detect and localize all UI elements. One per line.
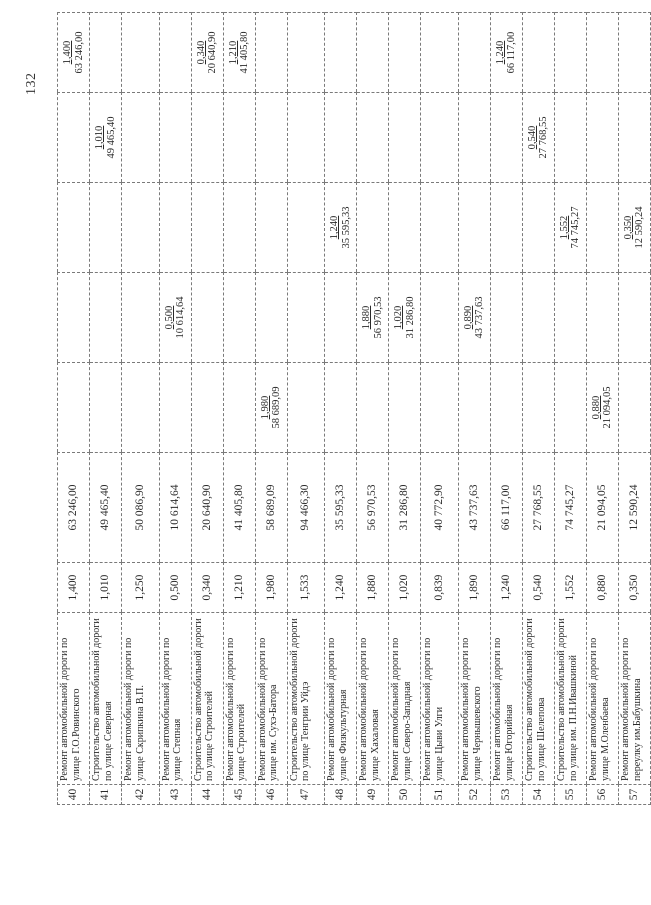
table-row <box>255 13 287 805</box>
table-row <box>58 13 90 805</box>
roads-table <box>57 12 651 805</box>
year-length: 1,210 <box>227 40 239 65</box>
table-row <box>287 13 325 805</box>
road-length: 1,240 <box>325 563 357 613</box>
year-cell <box>458 273 490 363</box>
year-cell <box>490 13 522 93</box>
row-number: 47 <box>287 785 325 805</box>
year-cell <box>586 13 618 93</box>
year-cell <box>287 13 325 93</box>
year-sum: 74 745,27 <box>570 206 582 249</box>
year-length: 0,350 <box>622 215 634 240</box>
road-length: 0,350 <box>618 563 650 613</box>
year-length: 0,890 <box>462 305 474 330</box>
year-cell <box>325 183 357 273</box>
year-length: 1,552 <box>558 215 570 240</box>
year-cell <box>554 93 586 183</box>
year-length: 1,240 <box>329 215 341 240</box>
year-sum: 41 405,80 <box>239 31 251 74</box>
year-cell <box>255 363 287 453</box>
year-cell <box>90 13 122 93</box>
table-row <box>159 13 191 805</box>
row-number: 45 <box>223 785 255 805</box>
table-row <box>421 13 459 805</box>
total-cost: 10 614,64 <box>159 453 191 563</box>
road-name: Ремонт автомобильной дороги по улице Степная <box>159 613 191 785</box>
year-cell <box>255 93 287 183</box>
total-cost: 74 745,27 <box>554 453 586 563</box>
total-cost: 20 640,90 <box>191 453 223 563</box>
road-length: 1,240 <box>490 563 522 613</box>
year-length: 0,340 <box>195 40 207 65</box>
year-cell <box>618 13 650 93</box>
year-cell <box>554 363 586 453</box>
year-length: 1,240 <box>494 40 506 65</box>
year-cell <box>490 363 522 453</box>
year-cell <box>287 183 325 273</box>
total-cost: 58 689,09 <box>255 453 287 563</box>
year-cell <box>554 273 586 363</box>
year-cell <box>122 363 160 453</box>
year-cell <box>191 183 223 273</box>
row-number: 53 <box>490 785 522 805</box>
year-cell <box>458 363 490 453</box>
road-name: Ремонт автомобильной дороги по улице им. Сухэ-Батора <box>255 613 287 785</box>
year-cell <box>122 93 160 183</box>
year-cell <box>90 183 122 273</box>
year-cell <box>490 183 522 273</box>
year-cell <box>325 363 357 453</box>
year-cell <box>357 183 389 273</box>
year-cell <box>255 273 287 363</box>
road-name: Ремонт автомобильной дороги по улице Строителей <box>223 613 255 785</box>
year-length: 0,880 <box>590 395 602 420</box>
total-cost: 94 466,30 <box>287 453 325 563</box>
year-cell <box>586 363 618 453</box>
road-length: 0,540 <box>522 563 554 613</box>
year-cell <box>421 273 459 363</box>
year-cell <box>223 183 255 273</box>
road-length: 0,500 <box>159 563 191 613</box>
road-length: 1,980 <box>255 563 287 613</box>
year-cell <box>122 183 160 273</box>
year-cell <box>522 13 554 93</box>
year-cell <box>58 183 90 273</box>
total-cost: 66 117,00 <box>490 453 522 563</box>
road-length: 0,880 <box>586 563 618 613</box>
year-length: 1,020 <box>393 305 405 330</box>
total-cost: 12 590,24 <box>618 453 650 563</box>
year-sum: 43 737,63 <box>474 296 486 339</box>
year-sum: 66 117,00 <box>506 31 518 74</box>
road-name: Ремонт автомобильной дороги по улице Югорийная <box>490 613 522 785</box>
year-cell <box>58 363 90 453</box>
road-name: Ремонт автомобильной дороги по улице Скрипкина В.П. <box>122 613 160 785</box>
row-number: 46 <box>255 785 287 805</box>
year-length: 1,010 <box>93 125 105 150</box>
year-cell <box>586 93 618 183</box>
road-name: Ремонт автомобильной дороги по улице Г.О.Ровинского <box>58 613 90 785</box>
year-cell <box>287 273 325 363</box>
year-cell <box>357 13 389 93</box>
table-row <box>522 13 554 805</box>
total-cost: 27 768,55 <box>522 453 554 563</box>
year-sum: 12 590,24 <box>634 206 646 249</box>
row-number: 49 <box>357 785 389 805</box>
year-cell <box>223 363 255 453</box>
year-cell <box>191 363 223 453</box>
year-length: 0,540 <box>526 125 538 150</box>
year-cell <box>357 273 389 363</box>
road-name: Ремонт автомобильной дороги по переулку им.Бабушкина <box>618 613 650 785</box>
road-length: 1,890 <box>458 563 490 613</box>
year-cell <box>159 13 191 93</box>
road-length: 1,020 <box>389 563 421 613</box>
table-row <box>618 13 650 805</box>
year-cell <box>325 13 357 93</box>
row-number: 48 <box>325 785 357 805</box>
road-name: Ремонт автомобильной дороги по улице Северо-Западная <box>389 613 421 785</box>
row-number: 41 <box>90 785 122 805</box>
year-cell <box>458 13 490 93</box>
road-name: Ремонт автомобильной дороги по улице М.Оленбаева <box>586 613 618 785</box>
year-length: 1,880 <box>361 305 373 330</box>
table-row <box>122 13 160 805</box>
year-length: 1,400 <box>61 40 73 65</box>
year-sum: 31 286,80 <box>404 296 416 339</box>
year-cell <box>389 13 421 93</box>
year-cell <box>159 93 191 183</box>
year-cell <box>357 93 389 183</box>
road-name: Ремонт автомобильной дороги по улице Хахаловая <box>357 613 389 785</box>
road-name: Строительство автомобильной дороги по улице Северная <box>90 613 122 785</box>
year-cell <box>522 273 554 363</box>
year-cell <box>58 13 90 93</box>
table-row <box>223 13 255 805</box>
year-cell <box>554 13 586 93</box>
row-number: 40 <box>58 785 90 805</box>
year-cell <box>223 13 255 93</box>
year-cell <box>357 363 389 453</box>
row-number: 51 <box>421 785 459 805</box>
table-row <box>325 13 357 805</box>
year-sum: 27 768,55 <box>538 116 550 159</box>
table-row <box>90 13 122 805</box>
year-sum: 58 689,09 <box>271 386 283 429</box>
year-cell <box>389 183 421 273</box>
road-name: Ремонт автомобильной дороги по улице Физкультурная <box>325 613 357 785</box>
year-cell <box>586 183 618 273</box>
year-sum: 35 595,33 <box>340 206 352 249</box>
table-row <box>490 13 522 805</box>
year-cell <box>159 363 191 453</box>
road-name: Строительство автомобильной дороги по улице Тенгрии Уйдэ <box>287 613 325 785</box>
year-cell <box>58 273 90 363</box>
year-cell <box>421 13 459 93</box>
year-cell <box>421 363 459 453</box>
road-name: Ремонт автомобильной дороги по улице Чернышевского <box>458 613 490 785</box>
year-cell <box>389 93 421 183</box>
road-length: 1,880 <box>357 563 389 613</box>
year-length: 1,980 <box>259 395 271 420</box>
year-cell <box>389 363 421 453</box>
year-cell <box>90 93 122 183</box>
year-cell <box>223 273 255 363</box>
road-length: 1,210 <box>223 563 255 613</box>
road-name: Ремонт автомобильной дороги по улице Цыви Улги <box>421 613 459 785</box>
year-cell <box>458 93 490 183</box>
table-row <box>586 13 618 805</box>
total-cost: 50 086,90 <box>122 453 160 563</box>
year-cell <box>191 273 223 363</box>
year-cell <box>618 93 650 183</box>
year-cell <box>421 183 459 273</box>
year-cell <box>223 93 255 183</box>
road-name: Строительство автомобильной дороги по улице им. П.Н.Ивашкиной <box>554 613 586 785</box>
road-length: 0,340 <box>191 563 223 613</box>
total-cost: 56 970,53 <box>357 453 389 563</box>
table-row <box>458 13 490 805</box>
total-cost: 35 595,33 <box>325 453 357 563</box>
year-sum: 10 614,64 <box>175 296 187 339</box>
year-cell <box>618 273 650 363</box>
year-cell <box>159 273 191 363</box>
row-number: 55 <box>554 785 586 805</box>
year-cell <box>90 363 122 453</box>
table-row <box>554 13 586 805</box>
road-name: Строительство автомобильной дороги по улице Шелепова <box>522 613 554 785</box>
row-number: 56 <box>586 785 618 805</box>
year-sum: 56 970,53 <box>372 296 384 339</box>
row-number: 52 <box>458 785 490 805</box>
road-name: Строительство автомобильной дороги по улице Строителей <box>191 613 223 785</box>
year-cell <box>191 13 223 93</box>
total-cost: 40 772,90 <box>421 453 459 563</box>
year-cell <box>122 13 160 93</box>
year-cell <box>389 273 421 363</box>
year-cell <box>325 273 357 363</box>
year-cell <box>586 273 618 363</box>
year-cell <box>618 363 650 453</box>
total-cost: 41 405,80 <box>223 453 255 563</box>
road-length: 1,250 <box>122 563 160 613</box>
year-cell <box>522 363 554 453</box>
total-cost: 21 094,05 <box>586 453 618 563</box>
year-cell <box>490 273 522 363</box>
row-number: 50 <box>389 785 421 805</box>
year-cell <box>122 273 160 363</box>
year-cell <box>191 93 223 183</box>
year-cell <box>287 363 325 453</box>
year-cell <box>255 13 287 93</box>
year-cell <box>522 183 554 273</box>
total-cost: 49 465,40 <box>90 453 122 563</box>
year-cell <box>58 93 90 183</box>
road-length: 0,839 <box>421 563 459 613</box>
year-cell <box>90 273 122 363</box>
row-number: 44 <box>191 785 223 805</box>
total-cost: 63 246,00 <box>58 453 90 563</box>
table-row <box>389 13 421 805</box>
row-number: 57 <box>618 785 650 805</box>
year-cell <box>490 93 522 183</box>
page-number: 132 <box>24 72 39 95</box>
year-cell <box>522 93 554 183</box>
road-length: 1,552 <box>554 563 586 613</box>
year-cell <box>287 93 325 183</box>
year-cell <box>554 183 586 273</box>
row-number: 43 <box>159 785 191 805</box>
year-sum: 20 640,90 <box>207 31 219 74</box>
road-length: 1,533 <box>287 563 325 613</box>
year-cell <box>255 183 287 273</box>
row-number: 54 <box>522 785 554 805</box>
table-row <box>357 13 389 805</box>
year-sum: 49 465,40 <box>105 116 117 159</box>
table-row <box>191 13 223 805</box>
year-cell <box>618 183 650 273</box>
road-length: 1,400 <box>58 563 90 613</box>
road-length: 1,010 <box>90 563 122 613</box>
row-number: 42 <box>122 785 160 805</box>
total-cost: 31 286,80 <box>389 453 421 563</box>
year-length: 0,500 <box>163 305 175 330</box>
year-cell <box>325 93 357 183</box>
year-sum: 21 094,05 <box>602 386 614 429</box>
year-cell <box>159 183 191 273</box>
year-cell <box>421 93 459 183</box>
year-cell <box>458 183 490 273</box>
year-sum: 63 246,00 <box>73 31 85 74</box>
total-cost: 43 737,63 <box>458 453 490 563</box>
